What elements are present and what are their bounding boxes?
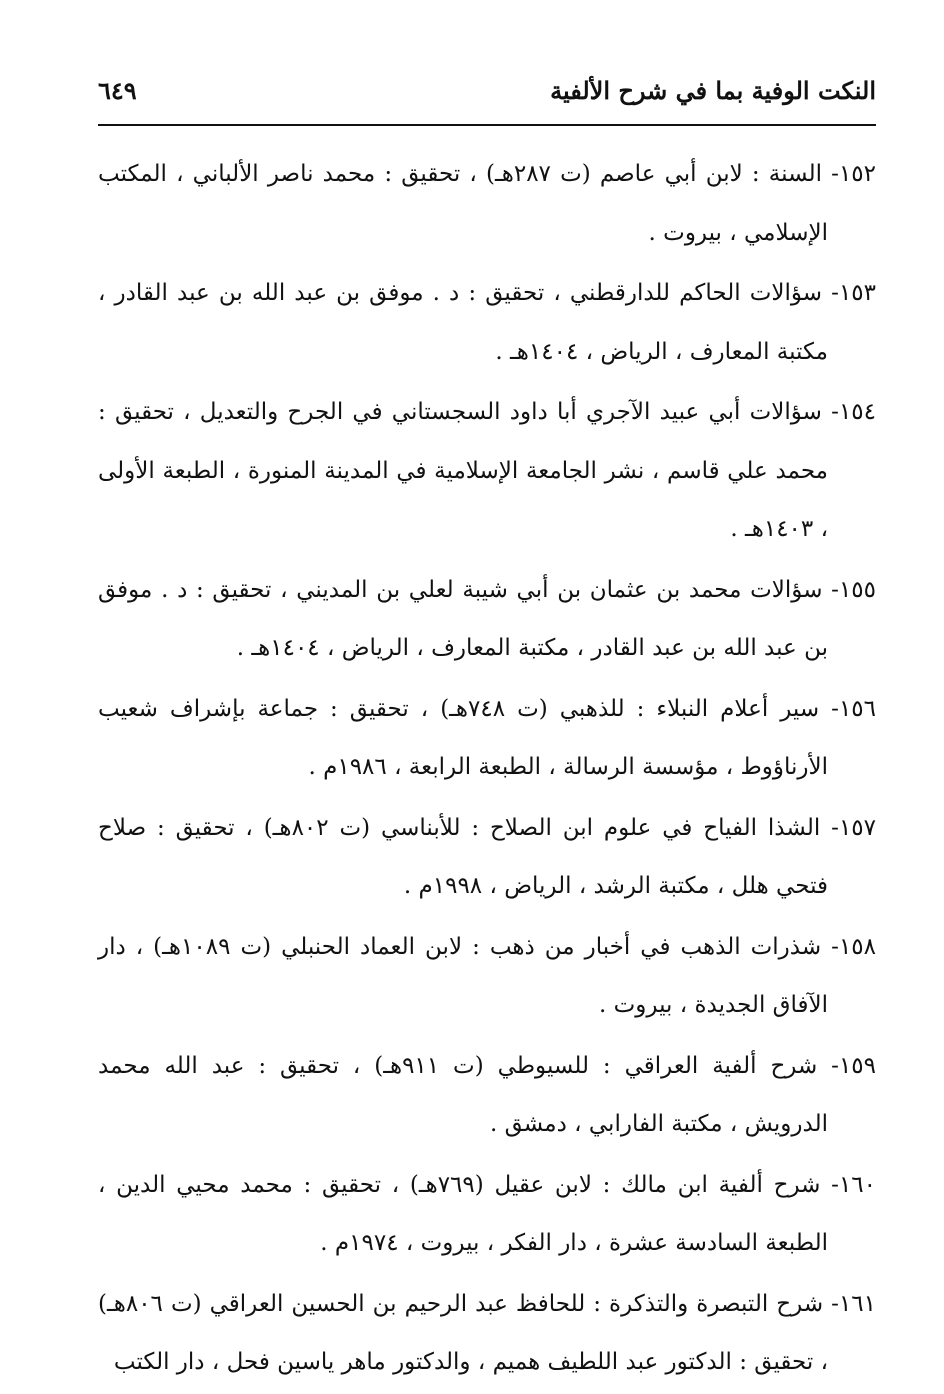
entry-text: شرح التبصرة والتذكرة : للحافظ عبد الرحيم بن الحسين العراقي (ت ٨٠٦هـ) ، تحقيق : الدكتور عبد اللطيف هميم ، والدكتور ماهر ياسين فحل ، دار الكتب [98, 1290, 828, 1375]
entry-text: سؤالات الحاكم للدارقطني ، تحقيق : د . موفق بن عبد الله بن عبد القادر ، مكتبة المعارف ، الرياض ، ١٤٠٤هـ . [98, 280, 828, 365]
entry-text: سؤالات محمد بن عثمان بن أبي شيبة لعلي بن المديني ، تحقيق : د . موفق بن عبد الله بن عبد القادر ، مكتبة المعارف ، الرياض ، ١٤٠٤هـ . [98, 576, 828, 661]
bibliography-entry [98, 145, 876, 262]
entry-text: سير أعلام النبلاء : للذهبي (ت ٧٤٨هـ) ، تحقيق : جماعة بإشراف شعيب الأرناؤوط ، مؤسسة الرسالة ، الطبعة الرابعة ، ١٩٨٦م . [98, 695, 828, 780]
entry-number: ١٥٥- [831, 576, 876, 603]
entry-number: ١٥٨- [831, 933, 876, 960]
bibliography-entry [98, 383, 876, 559]
entry-text: شذرات الذهب في أخبار من ذهب : لابن العماد الحنبلي (ت ١٠٨٩هـ) ، دار الآفاق الجديدة ، بيروت . [98, 933, 828, 1018]
header-rule [98, 124, 876, 126]
entry-number: ١٥٩- [831, 1052, 877, 1079]
entry-text: الشذا الفياح في علوم ابن الصلاح : للأبناسي (ت ٨٠٢هـ) ، تحقيق : صلاح فتحي هلل ، مكتبة الرشد ، الرياض ، ١٩٩٨م . [98, 814, 828, 899]
entry-number: ١٥٦- [831, 695, 876, 722]
entry-number: ١٥٢- [831, 161, 876, 187]
entry-text: السنة : لابن أبي عاصم (ت ٢٨٧هـ) ، تحقيق : محمد ناصر الألباني ، المكتب الإسلامي ، بيروت . [98, 161, 828, 246]
bibliography-entry [98, 561, 876, 678]
entry-number: ١٦١- [831, 1290, 877, 1317]
bibliography-entry [98, 799, 876, 916]
page-number: ٦٤٩ [98, 76, 137, 105]
bibliography-entry [98, 1037, 876, 1154]
entry-text: شرح ألفية العراقي : للسيوطي (ت ٩١١هـ) ، تحقيق : عبد الله محمد الدرويش ، مكتبة الفارابي ، دمشق . [98, 1052, 828, 1137]
entry-number: ١٥٧- [831, 814, 876, 841]
bibliography-entry [98, 264, 876, 381]
entry-number: ١٥٤- [831, 399, 876, 425]
entry-text: شرح ألفية ابن مالك : لابن عقيل (٧٦٩هـ) ، تحقيق : محمد محيي الدين ، الطبعة السادسة عشرة ، دار الفكر ، بيروت ، ١٩٧٤م . [98, 1171, 828, 1256]
bibliography-entry [98, 918, 876, 1035]
running-title: النكت الوفية بما في شرح الألفية [550, 76, 876, 105]
bibliography-entry [98, 1275, 876, 1392]
entry-number: ١٦٠- [831, 1171, 877, 1198]
bibliography-entry [98, 680, 876, 797]
page-header [98, 70, 876, 124]
entry-text: سؤالات أبي عبيد الآجري أبا داود السجستاني في الجرح والتعديل ، تحقيق : محمد علي قاسم ، نشر الجامعة الإسلامية في المدينة المنورة ، الطبعة الأولى ، ١٤٠٣هـ . [98, 399, 828, 542]
bibliography-entry [98, 1156, 876, 1273]
entry-number: ١٥٣- [831, 280, 876, 306]
bibliography-list [98, 145, 876, 1394]
